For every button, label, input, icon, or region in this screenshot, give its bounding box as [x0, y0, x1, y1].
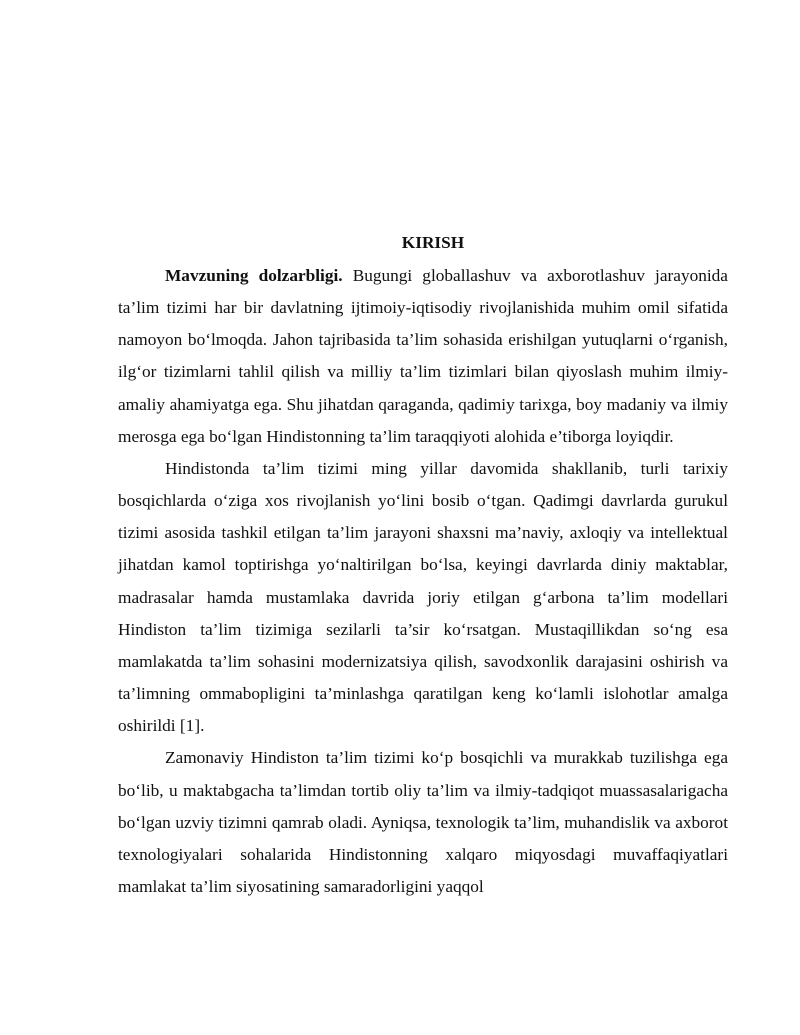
document-body: [118, 260, 728, 903]
paragraph-relevance: [118, 260, 728, 453]
section-heading: KIRISH: [401, 233, 465, 252]
paragraph-history: [118, 453, 728, 742]
paragraph-lead: Mavzuning dolzarbligi.: [165, 266, 343, 285]
paragraph-modern: [118, 742, 728, 903]
paragraph-text: Zamonaviy Hindiston ta’lim tizimi ko‘p bosqichli va murakkab tuzilishga ega bo‘lib, u maktabgacha ta’limdan tortib oliy ta’lim va ilmiy-tadqiqot muassasalarigacha bo‘lgan uzviy tizimni qamrab oladi. Ayniqsa, texnologik ta’lim, muhandislik va axborot texnologiyalari sohalarida Hindistonning xalqaro miqyosdagi muvaffaqiyatlari mamlakat ta’lim siyosatining samaradorligini yaqqol: [118, 748, 728, 896]
paragraph-text: Bugungi globallashuv va axborotlashuv jarayonida ta’lim tizimi har bir davlatning ijtimoiy-iqtisodiy rivojlanishida muhim omil sifatida namoyon bo‘lmoqda. Jahon tajribasida ta’lim sohasida erishilgan yutuqlarni o‘rganish, ilg‘or tizimlarni tahlil qilish va milliy ta’lim tizimlari bilan qiyoslash muhim ilmiy-amaliy ahamiyatga ega. Shu jihatdan qaraganda, qadimiy tarixga, boy madaniy va ilmiy merosga ega bo‘lgan Hindistonning ta’lim taraqqiyoti alohida e’tiborga loyiqdir.: [118, 266, 728, 446]
paragraph-text: Hindistonda ta’lim tizimi ming yillar davomida shakllanib, turli tarixiy bosqichlarda o‘ziga xos rivojlanish yo‘lini bosib o‘tgan. Qadimgi davrlarda gurukul tizimi asosida tashkil etilgan ta’lim jarayoni shaxsni ma’naviy, axloqiy va intellektual jihatdan kamol toptirishga yo‘naltirilgan bo‘lsa, keyingi davrlarda diniy maktablar, madrasalar hamda mustamlaka davrida joriy etilgan g‘arbona ta’lim modellari Hindiston ta’lim tizimiga sezilarli ta’sir ko‘rsatgan. Mustaqillikdan so‘ng esa mamlakatda ta’lim sohasini modernizatsiya qilish, savodxonlik darajasini oshirish va ta’limning ommabopligini ta’minlashga qaratilgan keng ko‘lamli islohotlar amalga oshirildi [1].: [118, 458, 728, 736]
